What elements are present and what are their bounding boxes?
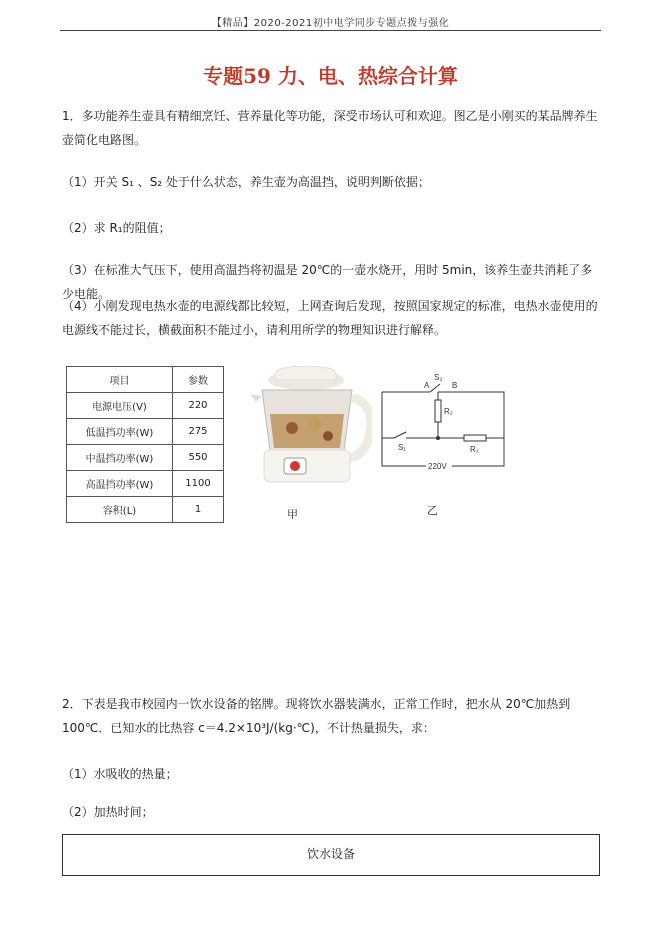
circuit-label-r1: R₁ [470, 445, 479, 454]
header-divider [60, 30, 601, 31]
q1-part-2: （2）求 R₁的阻值； [62, 221, 171, 235]
table-row [67, 471, 224, 497]
q1-part-4: （4）小刚发现电热水壶的电源线都比较短，上网查询后发现，按照国家规定的标准，电热水壶使用的电源线不能过长，横截面积不能过小，请利用所学的物理知识进行解释。 [62, 299, 598, 337]
table-row [67, 445, 224, 471]
page-header: 【精品】2020-2021初中电学同步专题点拨与强化 [211, 18, 450, 29]
table-header-cell: 参数 [173, 367, 224, 393]
table-row [67, 393, 224, 419]
q1-part-3: （3）在标准大气压下，使用高温挡将初温是 20℃的一壶水烧开，用时 5min，该养生壶共消耗了多少电能。 [62, 263, 593, 301]
table-cell: 高温挡功率(W) [67, 471, 173, 497]
circuit-label-b: B [452, 381, 458, 390]
table-cell: 220 [173, 393, 224, 419]
q1-stem: 1．多功能养生壶具有精细烹饪、营养量化等功能，深受市场认可和欢迎。图乙是小刚买的某品牌养生壶简化电路图。 [62, 109, 598, 147]
circuit-label-voltage: 220V [428, 462, 447, 471]
parameter-table [66, 366, 224, 523]
nameplate-title: 饮水设备 [306, 847, 355, 861]
kettle-image [240, 366, 372, 486]
table-cell: 550 [173, 445, 224, 471]
circuit-label-s1: S₁ [398, 443, 407, 452]
q1-part-1: （1）开关 S₁ 、S₂ 处于什么状态，养生壶为高温挡，说明判断依据； [62, 175, 430, 189]
circuit-label-s2: S₂ [434, 373, 443, 382]
circuit-diagram [376, 370, 510, 474]
table-cell: 低温挡功率(W) [67, 419, 173, 445]
circuit-label-a: A [424, 381, 430, 390]
table-row [67, 497, 224, 523]
table-cell: 容积(L) [67, 497, 173, 523]
table-cell: 1100 [173, 471, 224, 497]
page-title: 专题59 力、电、热综合计算 [203, 64, 458, 88]
q2-stem: 2．下表是我市校园内一饮水设备的铭牌。现将饮水器装满水，正常工作时，把水从 20℃加热到 100℃．已知水的比热容 c＝4.2×10³J/(kg·℃)，不计热量损失，求： [62, 697, 571, 735]
table-cell: 电源电压(V) [67, 393, 173, 419]
circuit-label-r2: R₂ [444, 407, 453, 416]
nameplate-box [62, 834, 600, 876]
table-cell: 1 [173, 497, 224, 523]
figure-label-yi: 乙 [427, 504, 438, 517]
table-header-row [67, 367, 224, 393]
q2-part-1: （1）水吸收的热量； [62, 767, 178, 781]
table-row [67, 419, 224, 445]
q2-part-2: （2）加热时间； [62, 805, 154, 819]
table-header-cell: 项目 [67, 367, 173, 393]
table-cell: 中温挡功率(W) [67, 445, 173, 471]
figure-label-jia: 甲 [287, 508, 298, 521]
table-cell: 275 [173, 419, 224, 445]
